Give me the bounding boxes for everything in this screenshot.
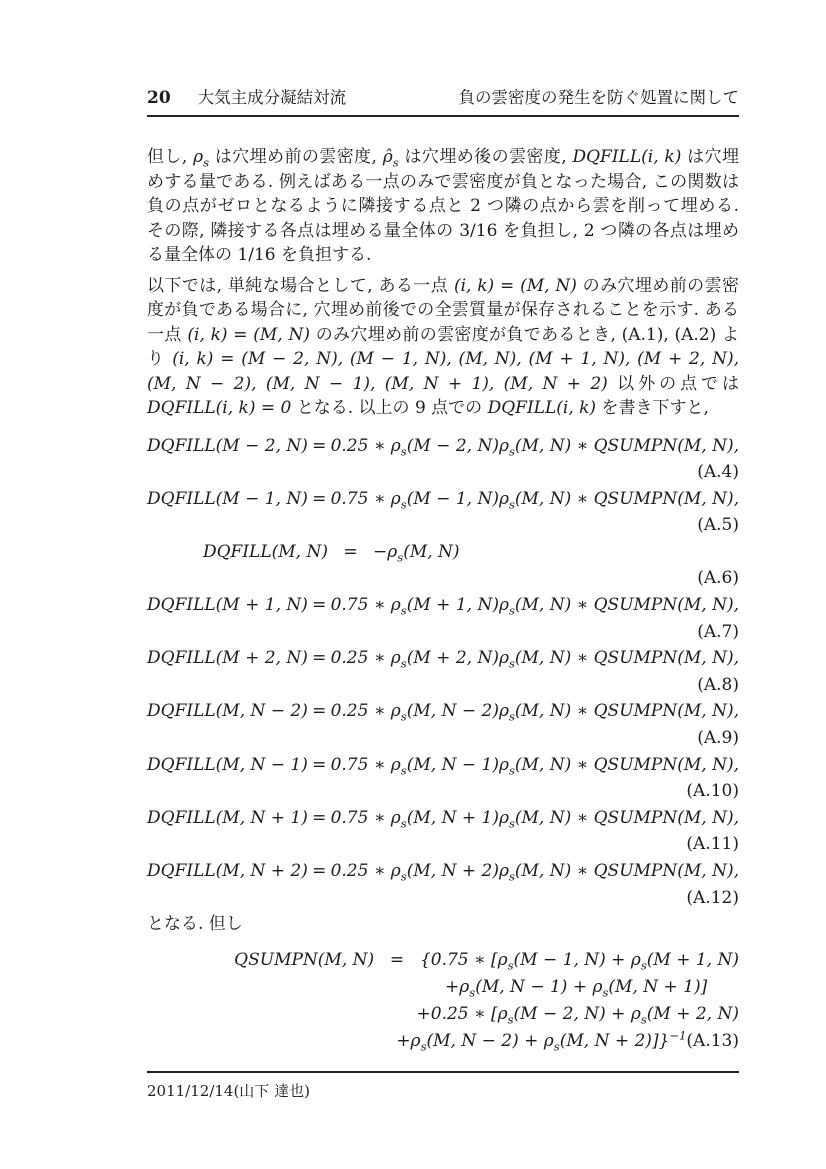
closing-text: となる. 但し (147, 914, 243, 935)
equation (147, 486, 739, 539)
inline-math: (i, k) = (M − 2, N), (M − 1, N), (M, N), (M + 1, N), (M + 2, N), (M, N − 2), (M, N − 1), (M, N + 1), (M, N + 2) (147, 349, 739, 394)
equation-lhs: DQFILL(M, N − 2) (147, 701, 308, 722)
qsumpn-rhs-line: +0.25 ∗ [$\rho_s(M - 2$, $N) + \rho_s(M + 2$, N) (416, 1003, 739, 1027)
equation-lhs: DQFILL(M, N + 2) (147, 861, 308, 881)
equation-rhs: 0.75 ∗ $\rho_s(M$, $N + 1)\rho_s(M$, N) ∗ QSUMPN(M, N), (330, 807, 739, 831)
equation-rhs: 0.75 ∗ $\rho_s(M$, $N - 1)\rho_s(M$, N) ∗ QSUMPN(M, N), (330, 754, 739, 778)
footer-date-author: 2011/12/14(山下 達也) (147, 1081, 310, 1100)
equals-sign: = (312, 701, 327, 722)
paragraph-derivation-intro (147, 274, 739, 421)
equation (147, 805, 739, 858)
qsumpn-rhs-line: $+\rho_s(M$, $N - 1) + \rho_s(M$, N + 1)] (445, 976, 708, 1000)
equation (147, 433, 739, 486)
equation-line (147, 486, 739, 513)
equation-lhs: DQFILL(M + 2, N) (147, 648, 308, 669)
text-run: 以下では, 単純な場合として, ある一点 (147, 275, 454, 296)
equation-number: (A.12) (686, 887, 739, 908)
equals-sign: = (312, 648, 327, 669)
text-run: は穴埋めする量である. 例えばある一点のみで雲密度が負となった場合, この関数は負の点がゼロとなるように隣接する点と 2 つ隣の点から雲を削って埋める. その際, 隣接する各点は埋める量全体の 3/16 を負担し, 2 つ隣の各点は埋める量全体の 1/16 を負担する. (147, 147, 740, 265)
paragraph-definitions (147, 145, 739, 268)
equals-sign: = (312, 754, 327, 775)
text-run: は穴埋め後の雲密度, (398, 147, 573, 167)
equation-number: (A.9) (697, 728, 739, 749)
qsumpn-lhs (147, 974, 395, 1001)
page-header (147, 84, 739, 117)
text-run: のみ穴埋め前の雲密度が負である場合に, 穴埋め前後での全雲質量が保存されることを示す. ある一点 (147, 275, 740, 345)
equation-lhs: DQFILL(M, N) (202, 541, 328, 562)
equation-lhs: DQFILL(M, N − 1) (147, 754, 308, 775)
equation (147, 698, 739, 751)
inline-math: DQFILL(i, k) (487, 398, 597, 418)
running-title-right: 負の雲密度の発生を防ぐ処置に関して (458, 88, 739, 107)
qsumpn-equation (147, 947, 739, 1055)
inline-math: $\rho_s$ (193, 147, 209, 170)
equals-sign (395, 974, 445, 1001)
equals-sign (371, 1001, 416, 1028)
equation-lhs: DQFILL(M − 2, N) (147, 435, 308, 456)
equation-lhs: DQFILL(M + 1, N) (147, 595, 308, 616)
qsumpn-lhs (147, 1001, 371, 1028)
text-run: のみ穴埋め前の雲密度が負であるとき, (A.1), (A.2) より (147, 324, 739, 369)
equation-number: (A.4) (697, 462, 739, 483)
inline-math: DQFILL(i, k) (572, 147, 682, 167)
equation-rhs: 0.75 ∗ $\rho_s(M + 1$, $N)\rho_s(M$, N) ∗ QSUMPN(M, N), (330, 595, 739, 618)
qsumpn-line (147, 1028, 739, 1055)
equation-number: (A.10) (686, 781, 739, 802)
equation-line (147, 698, 739, 725)
text-run: 但し, (147, 147, 194, 167)
equals-sign: = (312, 861, 327, 881)
equation (147, 858, 739, 911)
text-run: となる. 以上の 9 点での (291, 398, 488, 418)
inline-math: (i, k) = (M, N) (187, 324, 310, 345)
equation-rhs: 0.25 ∗ $\rho_s(M + 2$, $N)\rho_s(M$, N) ∗ QSUMPN(M, N), (330, 648, 739, 671)
page-number: 20 (147, 88, 171, 108)
equation-line (147, 592, 739, 619)
equation-rhs: 0.25 ∗ $\rho_s(M$, $N - 2)\rho_s(M$, N) ∗ QSUMPN(M, N), (330, 701, 739, 724)
equation-list (147, 433, 739, 912)
qsumpn-rhs-line: {0.75 ∗ [$\rho_s(M - 1$, $N) + \rho_s(M + 1$, N) (419, 949, 739, 973)
equation-line (147, 752, 739, 779)
equals-sign: = (343, 541, 358, 562)
equation-rhs: 0.25 ∗ $\rho_s(M$, $N + 2)\rho_s(M$, N) ∗ QSUMPN(M, N), (330, 861, 739, 884)
equation-line (147, 858, 739, 885)
equation-line (147, 645, 739, 672)
equation-number: (A.11) (686, 834, 739, 855)
equals-sign: = (312, 595, 327, 616)
equals-sign: = (312, 807, 327, 828)
qsumpn-line (147, 1001, 739, 1028)
qsumpn-rhs-line: $+\rho_s(M$, $N - 2) + \rho_s(M$, N + 2)]}$^{-1}$ (396, 1028, 687, 1054)
equals-sign: = (389, 949, 405, 970)
equation-number: (A.6) (697, 568, 739, 589)
equation-number: (A.7) (697, 621, 739, 642)
qsumpn-line (147, 947, 739, 974)
text-run: は穴埋め前の雲密度, (209, 147, 383, 167)
equation-rhs: 0.75 ∗ $\rho_s(M - 1$, $N)\rho_s(M$, N) ∗ QSUMPN(M, N), (330, 488, 739, 512)
text-run: を書き下すと, (596, 398, 709, 418)
inline-math: DQFILL(i, k) = 0 (147, 398, 292, 418)
qsumpn-line (147, 974, 739, 1001)
equation-rhs: $-\rho_s(M$, N) (373, 541, 460, 565)
text-run: 以外の点では (607, 373, 739, 394)
equation-lhs: DQFILL(M − 1, N) (147, 488, 308, 509)
running-title-left: 大気主成分凝結対流 (197, 88, 347, 107)
equation (147, 539, 739, 592)
equation (147, 752, 739, 805)
equals-sign (354, 1028, 396, 1055)
equation-line (147, 539, 739, 566)
equals-sign: = (312, 488, 327, 509)
footer-divider (147, 1071, 739, 1073)
equation-line (147, 805, 739, 832)
equation-line (147, 433, 739, 460)
equals-sign: = (312, 435, 327, 456)
inline-math: (i, k) = (M, N) (453, 275, 577, 296)
equation-number: (A.5) (697, 515, 739, 536)
equation-lhs: DQFILL(M, N + 1) (147, 807, 308, 828)
equation-number: (A.8) (697, 674, 739, 695)
qsumpn-lhs: QSUMPN(M, N) (234, 949, 375, 970)
equation (147, 645, 739, 698)
qsumpn-lhs (147, 1028, 354, 1055)
inline-math: $\rhô_s$ (382, 147, 399, 170)
equation (147, 592, 739, 645)
equation-number: (A.13) (686, 1030, 739, 1051)
equation-rhs: 0.25 ∗ $\rho_s(M - 2$, $N)\rho_s(M$, N) ∗ QSUMPN(M, N), (330, 435, 739, 458)
